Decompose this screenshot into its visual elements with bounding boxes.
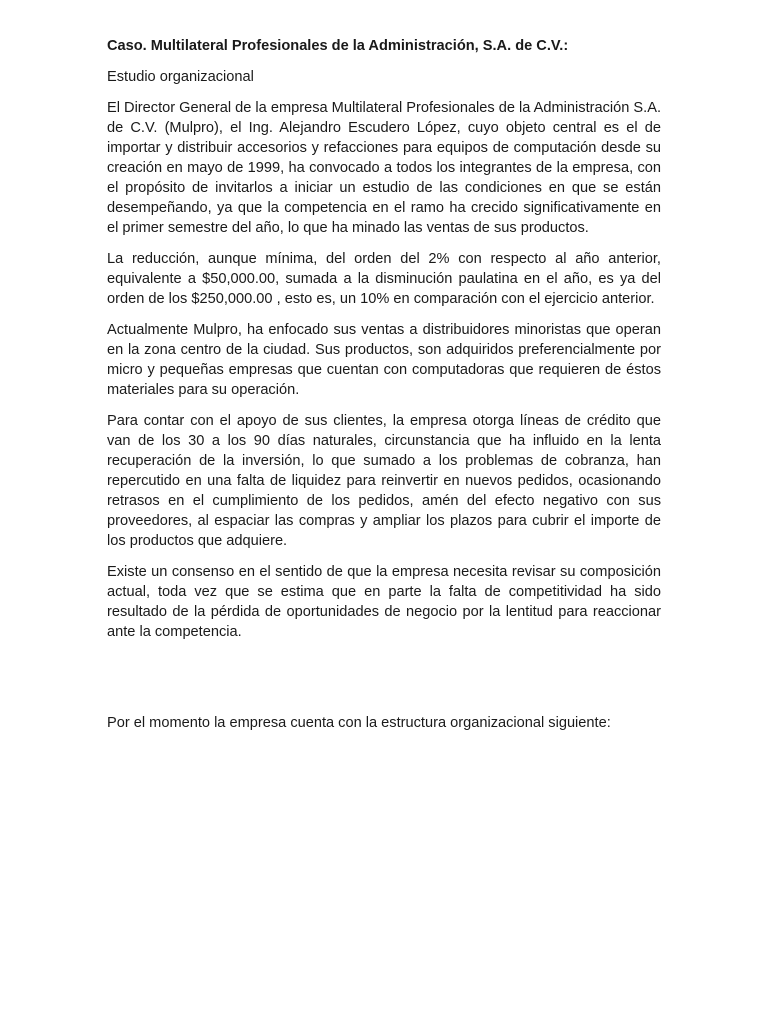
document-subtitle: Estudio organizacional <box>107 69 254 85</box>
paragraph-1: El Director General de la empresa Multilateral Profesionales de la Administración S.A. de C.V. (Mulpro), el Ing. Alejandro Escudero López, cuyo objeto central es el de importar y distribuir accesorios y refacciones para equipos de computación desde su creación en mayo de 1999, ha convocado a todos los integrantes de la empresa, con el propósito de invitarlos a iniciar un estudio de las condiciones en que se están desempeñando, ya que la competencia en el ramo ha crecido significativamente en el primer semestre del año, lo que ha minado las ventas de sus productos. <box>107 100 662 236</box>
document-body <box>107 36 661 733</box>
blank-space <box>107 653 661 713</box>
paragraph-4: Para contar con el apoyo de sus clientes, la empresa otorga líneas de crédito que van de los 30 a los 90 días naturales, circunstancia que ha influido en la lenta recuperación de la inversión, lo que sumado a los problemas de cobranza, han repercutido en una falta de liquidez para reinvertir en nuevos pedidos, ocasionando retrasos en el cumplimiento de los pedidos, amén del efecto negativo con sus proveedores, al espaciar las compras y ampliar los plazos para cubrir el importe de los productos que adquiere. <box>107 413 661 549</box>
closing-paragraph: Por el momento la empresa cuenta con la estructura organizacional siguiente: <box>107 715 611 731</box>
document-title: Caso. Multilateral Profesionales de la Administración, S.A. de C.V.: <box>107 38 569 54</box>
paragraph-3: Actualmente Mulpro, ha enfocado sus ventas a distribuidores minoristas que operan en la zona centro de la ciudad. Sus productos, son adquiridos preferencialmente por micro y pequeñas empresas que cuentan con computadoras que requieren de éstos materiales para su operación. <box>107 322 661 398</box>
paragraph-2: La reducción, aunque mínima, del orden del 2% con respecto al año anterior, equivalente a $50,000.00, sumada a la disminución paulatina en el año, es ya del orden de los $250,000.00 , esto es, un 10% en comparación con el ejercicio anterior. <box>107 251 661 307</box>
paragraph-5: Existe un consenso en el sentido de que la empresa necesita revisar su composición actual, toda vez que se estima que en parte la falta de competitividad ha sido resultado de la pérdida de oportunidades de negocio por la lentitud para reaccionar ante la competencia. <box>107 564 661 640</box>
